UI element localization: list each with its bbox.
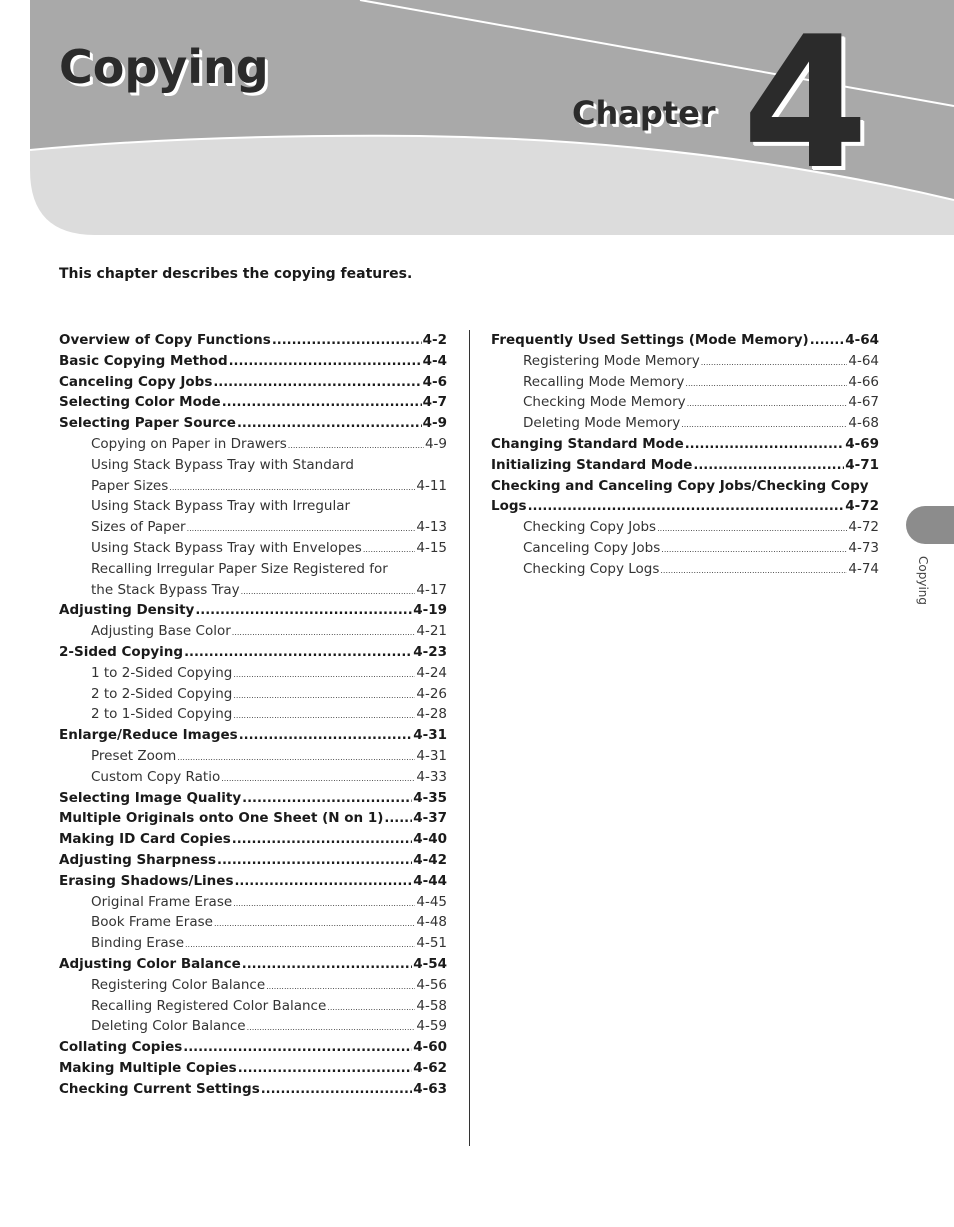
toc-leader-dots xyxy=(233,665,415,686)
toc-entry-page: 4-40 xyxy=(413,831,447,848)
toc-entry[interactable] xyxy=(59,767,447,788)
toc-entry-page: 4-67 xyxy=(848,394,879,411)
toc-entry-title: Basic Copying Method xyxy=(59,352,228,369)
toc-entry-page: 4-33 xyxy=(416,768,447,785)
toc-leader-dots xyxy=(241,582,416,603)
toc-entry[interactable] xyxy=(59,538,447,559)
toc-entry-page: 4-51 xyxy=(416,935,447,952)
toc-entry[interactable] xyxy=(491,372,879,393)
toc-entry[interactable] xyxy=(59,871,447,892)
toc-entry-page: 4-44 xyxy=(413,872,447,889)
toc-entry-title: Making ID Card Copies xyxy=(59,831,231,848)
toc-entry-title: Custom Copy Ratio xyxy=(91,768,221,785)
toc-entry-title: Logs xyxy=(491,498,527,515)
toc-entry-page: 4-54 xyxy=(413,955,447,972)
chapter-number: 4 xyxy=(742,0,869,209)
toc-entry[interactable] xyxy=(491,559,879,580)
toc-entry-title: 2 to 1-Sided Copying xyxy=(91,706,233,723)
toc-entry-page: 4-2 xyxy=(422,332,447,348)
toc-entry[interactable] xyxy=(59,642,447,663)
toc-entry-title: Selecting Paper Source xyxy=(59,415,236,432)
toc-entry-title: Deleting Color Balance xyxy=(91,1018,246,1035)
toc-entry[interactable] xyxy=(59,351,447,372)
toc-entry[interactable] xyxy=(59,496,447,517)
toc-leader-dots xyxy=(229,352,422,373)
toc-entry-page: 4-31 xyxy=(413,727,447,744)
toc-entry[interactable] xyxy=(59,476,447,497)
toc-entry-page: 4-23 xyxy=(413,643,447,660)
toc-entry-page: 4-58 xyxy=(416,997,447,1014)
toc-leader-dots xyxy=(195,601,412,622)
toc-entry-title: Multiple Originals onto One Sheet (N on 1) xyxy=(59,810,384,827)
toc-entry[interactable] xyxy=(59,1016,447,1037)
toc-entry-page: 4-59 xyxy=(416,1018,447,1035)
toc-entry[interactable] xyxy=(59,517,447,538)
toc-leader-dots xyxy=(233,706,415,727)
toc-entry[interactable] xyxy=(59,600,447,621)
toc-entry-page: 4-26 xyxy=(416,685,447,702)
toc-entry-title: Registering Color Balance xyxy=(91,976,266,993)
toc-entry-page: 4-63 xyxy=(413,1080,447,1097)
toc-entry[interactable] xyxy=(59,413,447,434)
toc-entry-title: Checking and Canceling Copy Jobs/Checking Copy xyxy=(491,477,869,494)
toc-leader-dots xyxy=(221,769,415,790)
toc-entry-page: 4-56 xyxy=(416,976,447,993)
toc-leader-dots xyxy=(242,955,412,976)
toc-entry[interactable] xyxy=(491,330,879,351)
toc-entry-title: 1 to 2-Sided Copying xyxy=(91,664,233,681)
toc-entry-page: 4-28 xyxy=(416,706,447,723)
toc-entry[interactable] xyxy=(491,434,879,455)
chapter-intro: This chapter describes the copying features. xyxy=(59,266,413,282)
toc-entry-page: 4-64 xyxy=(845,332,879,348)
toc-entry-page: 4-60 xyxy=(413,1039,447,1056)
toc-entry[interactable] xyxy=(59,580,447,601)
toc-entry-page: 4-42 xyxy=(413,851,447,868)
toc-entry[interactable] xyxy=(59,808,447,829)
toc-entry-title: Adjusting Density xyxy=(59,602,195,619)
toc-entry-page: 4-11 xyxy=(416,477,447,494)
toc-entry-title: Selecting Image Quality xyxy=(59,789,242,806)
toc-leader-dots xyxy=(185,935,415,956)
chapter-side-tab xyxy=(906,506,954,544)
toc-entry-title: Adjusting Base Color xyxy=(91,623,231,640)
toc-leader-dots xyxy=(701,353,848,374)
toc-entry-title: Frequently Used Settings (Mode Memory) xyxy=(491,332,809,348)
toc-entry[interactable] xyxy=(59,725,447,746)
toc-entry-title: Collating Copies xyxy=(59,1039,183,1056)
toc-entry[interactable] xyxy=(59,975,447,996)
toc-entry-title: Overview of Copy Functions xyxy=(59,332,271,348)
toc-entry[interactable] xyxy=(491,455,879,476)
toc-leader-dots xyxy=(234,872,412,893)
toc-entry-title: 2 to 2-Sided Copying xyxy=(91,685,233,702)
toc-entry-page: 4-17 xyxy=(416,581,447,598)
toc-entry[interactable] xyxy=(59,704,447,725)
toc-entry-title: Preset Zoom xyxy=(91,747,177,764)
toc-entry-page: 4-64 xyxy=(848,352,879,369)
toc-entry-page: 4-37 xyxy=(413,810,447,827)
toc-entry-page: 4-62 xyxy=(413,1059,447,1076)
toc-entry-title: the Stack Bypass Tray xyxy=(91,581,240,598)
toc-entry[interactable] xyxy=(59,330,447,351)
toc-entry-title: Making Multiple Copies xyxy=(59,1059,237,1076)
toc-entry-title: Changing Standard Mode xyxy=(491,435,684,452)
toc-entry-title: Book Frame Erase xyxy=(91,914,213,931)
toc-entry-title: Checking Current Settings xyxy=(59,1080,260,1097)
toc-entry-page: 4-72 xyxy=(848,519,879,536)
toc-entry-title: Using Stack Bypass Tray with Irregular xyxy=(91,498,351,515)
toc-entry[interactable] xyxy=(59,621,447,642)
toc-leader-dots xyxy=(232,830,412,851)
toc-entry[interactable] xyxy=(59,996,447,1017)
toc-entry[interactable] xyxy=(491,413,879,434)
toc-entry-page: 4-69 xyxy=(845,435,879,452)
toc-entry[interactable] xyxy=(491,392,879,413)
toc-entry[interactable] xyxy=(59,663,447,684)
toc-entry[interactable] xyxy=(59,892,447,913)
toc-entry-page: 4-74 xyxy=(848,560,879,577)
toc-entry-title: Using Stack Bypass Tray with Envelopes xyxy=(91,539,362,556)
toc-leader-dots xyxy=(242,789,412,810)
toc-leader-dots xyxy=(177,748,415,769)
toc-entry[interactable] xyxy=(59,933,447,954)
toc-entry-page: 4-6 xyxy=(422,373,447,390)
toc-entry-title: Recalling Registered Color Balance xyxy=(91,997,327,1014)
toc-entry-title: Canceling Copy Jobs xyxy=(59,373,213,390)
toc-leader-dots xyxy=(184,643,412,664)
toc-entry-title: Checking Mode Memory xyxy=(523,394,686,411)
toc-entry-title: Initializing Standard Mode xyxy=(491,456,693,473)
toc-entry[interactable] xyxy=(59,392,447,413)
toc-leader-dots xyxy=(363,540,416,561)
toc-entry-page: 4-19 xyxy=(413,602,447,619)
toc-entry-page: 4-21 xyxy=(416,623,447,640)
toc-leader-dots xyxy=(187,519,416,540)
toc-leader-dots xyxy=(272,331,422,352)
toc-entry-title: Checking Copy Logs xyxy=(523,560,660,577)
toc-entry-title: Copying on Paper in Drawers xyxy=(91,435,287,452)
toc-entry[interactable] xyxy=(59,559,447,580)
toc-entry[interactable] xyxy=(59,788,447,809)
toc-leader-dots xyxy=(169,478,415,499)
toc-entry-page: 4-45 xyxy=(416,893,447,910)
toc-entry[interactable] xyxy=(491,351,879,372)
toc-left-column xyxy=(59,330,447,1099)
toc-leader-dots xyxy=(183,1038,412,1059)
toc-leader-dots xyxy=(217,851,412,872)
toc-leader-dots xyxy=(261,1080,412,1101)
toc-leader-dots xyxy=(681,415,847,436)
toc-entry[interactable] xyxy=(59,746,447,767)
toc-entry-title: Enlarge/Reduce Images xyxy=(59,727,238,744)
toc-entry-title: Registering Mode Memory xyxy=(523,352,700,369)
toc-leader-dots xyxy=(233,894,415,915)
toc-leader-dots xyxy=(528,497,845,518)
toc-entry-title: Recalling Mode Memory xyxy=(523,373,685,390)
toc-leader-dots xyxy=(685,374,847,395)
toc-entry[interactable] xyxy=(59,912,447,933)
toc-entry-page: 4-72 xyxy=(845,498,879,515)
toc-entry-page: 4-66 xyxy=(848,373,879,390)
toc-entry[interactable] xyxy=(59,850,447,871)
toc-entry-page: 4-71 xyxy=(845,456,879,473)
toc-leader-dots xyxy=(657,519,847,540)
toc-entry-page: 4-15 xyxy=(416,539,447,556)
toc-entry-page: 4-9 xyxy=(424,435,447,452)
toc-entry-title: Adjusting Sharpness xyxy=(59,851,217,868)
toc-entry-title: Binding Erase xyxy=(91,935,184,952)
toc-leader-dots xyxy=(687,394,848,415)
toc-leader-dots xyxy=(810,331,845,352)
toc-leader-dots xyxy=(266,977,415,998)
toc-entry-title: Original Frame Erase xyxy=(91,893,233,910)
toc-leader-dots xyxy=(288,436,424,457)
toc-leader-dots xyxy=(661,540,847,561)
toc-leader-dots xyxy=(685,435,844,456)
toc-entry-title: Adjusting Color Balance xyxy=(59,955,241,972)
toc-entry[interactable] xyxy=(59,829,447,850)
toc-leader-dots xyxy=(232,623,416,644)
toc-entry[interactable] xyxy=(59,1037,447,1058)
chapter-label: Chapter xyxy=(572,94,716,132)
toc-leader-dots xyxy=(214,914,415,935)
toc-entry-page: 4-7 xyxy=(422,394,447,411)
toc-entry[interactable] xyxy=(491,476,879,497)
side-tab-label: Copying xyxy=(916,556,930,605)
toc-entry-title: Deleting Mode Memory xyxy=(523,415,681,432)
chapter-header xyxy=(0,0,954,240)
toc-leader-dots xyxy=(693,456,844,477)
toc-leader-dots xyxy=(238,1059,413,1080)
toc-leader-dots xyxy=(239,726,412,747)
chapter-title: Copying xyxy=(59,40,269,94)
toc-leader-dots xyxy=(384,809,412,830)
toc-entry[interactable] xyxy=(59,684,447,705)
toc-entry-title: Using Stack Bypass Tray with Standard xyxy=(91,456,354,473)
toc-entry[interactable] xyxy=(59,954,447,975)
toc-entry[interactable] xyxy=(59,455,447,476)
toc-entry[interactable] xyxy=(59,434,447,455)
column-divider xyxy=(469,330,470,1146)
toc-entry-page: 4-68 xyxy=(848,415,879,432)
toc-entry-page: 4-13 xyxy=(416,519,447,536)
toc-entry-title: Recalling Irregular Paper Size Registered for xyxy=(91,560,388,577)
toc-entry-page: 4-4 xyxy=(422,352,447,369)
toc-entry-title: 2-Sided Copying xyxy=(59,643,184,660)
toc-entry-title: Sizes of Paper xyxy=(91,519,186,536)
toc-leader-dots xyxy=(213,373,421,394)
toc-leader-dots xyxy=(237,414,422,435)
toc-leader-dots xyxy=(233,686,415,707)
toc-entry-title: Selecting Color Mode xyxy=(59,394,221,411)
toc-leader-dots xyxy=(222,393,422,414)
toc-entry[interactable] xyxy=(59,372,447,393)
toc-entry[interactable] xyxy=(59,1079,447,1100)
toc-leader-dots xyxy=(327,998,415,1019)
toc-entry-page: 4-24 xyxy=(416,664,447,681)
toc-entry-title: Canceling Copy Jobs xyxy=(523,539,661,556)
toc-entry[interactable] xyxy=(491,538,879,559)
toc-leader-dots xyxy=(660,561,847,582)
toc-entry-title: Checking Copy Jobs xyxy=(523,519,657,536)
toc-entry[interactable] xyxy=(491,517,879,538)
toc-entry-title: Erasing Shadows/Lines xyxy=(59,872,234,889)
toc-entry[interactable] xyxy=(491,496,879,517)
toc-entry[interactable] xyxy=(59,1058,447,1079)
toc-entry-page: 4-48 xyxy=(416,914,447,931)
toc-entry-page: 4-31 xyxy=(416,747,447,764)
toc-entry-page: 4-9 xyxy=(422,415,447,432)
toc-entry-title: Paper Sizes xyxy=(91,477,169,494)
toc-leader-dots xyxy=(247,1018,416,1039)
toc-entry-page: 4-73 xyxy=(848,539,879,556)
toc-entry-page: 4-35 xyxy=(413,789,447,806)
toc-right-column xyxy=(491,330,879,580)
